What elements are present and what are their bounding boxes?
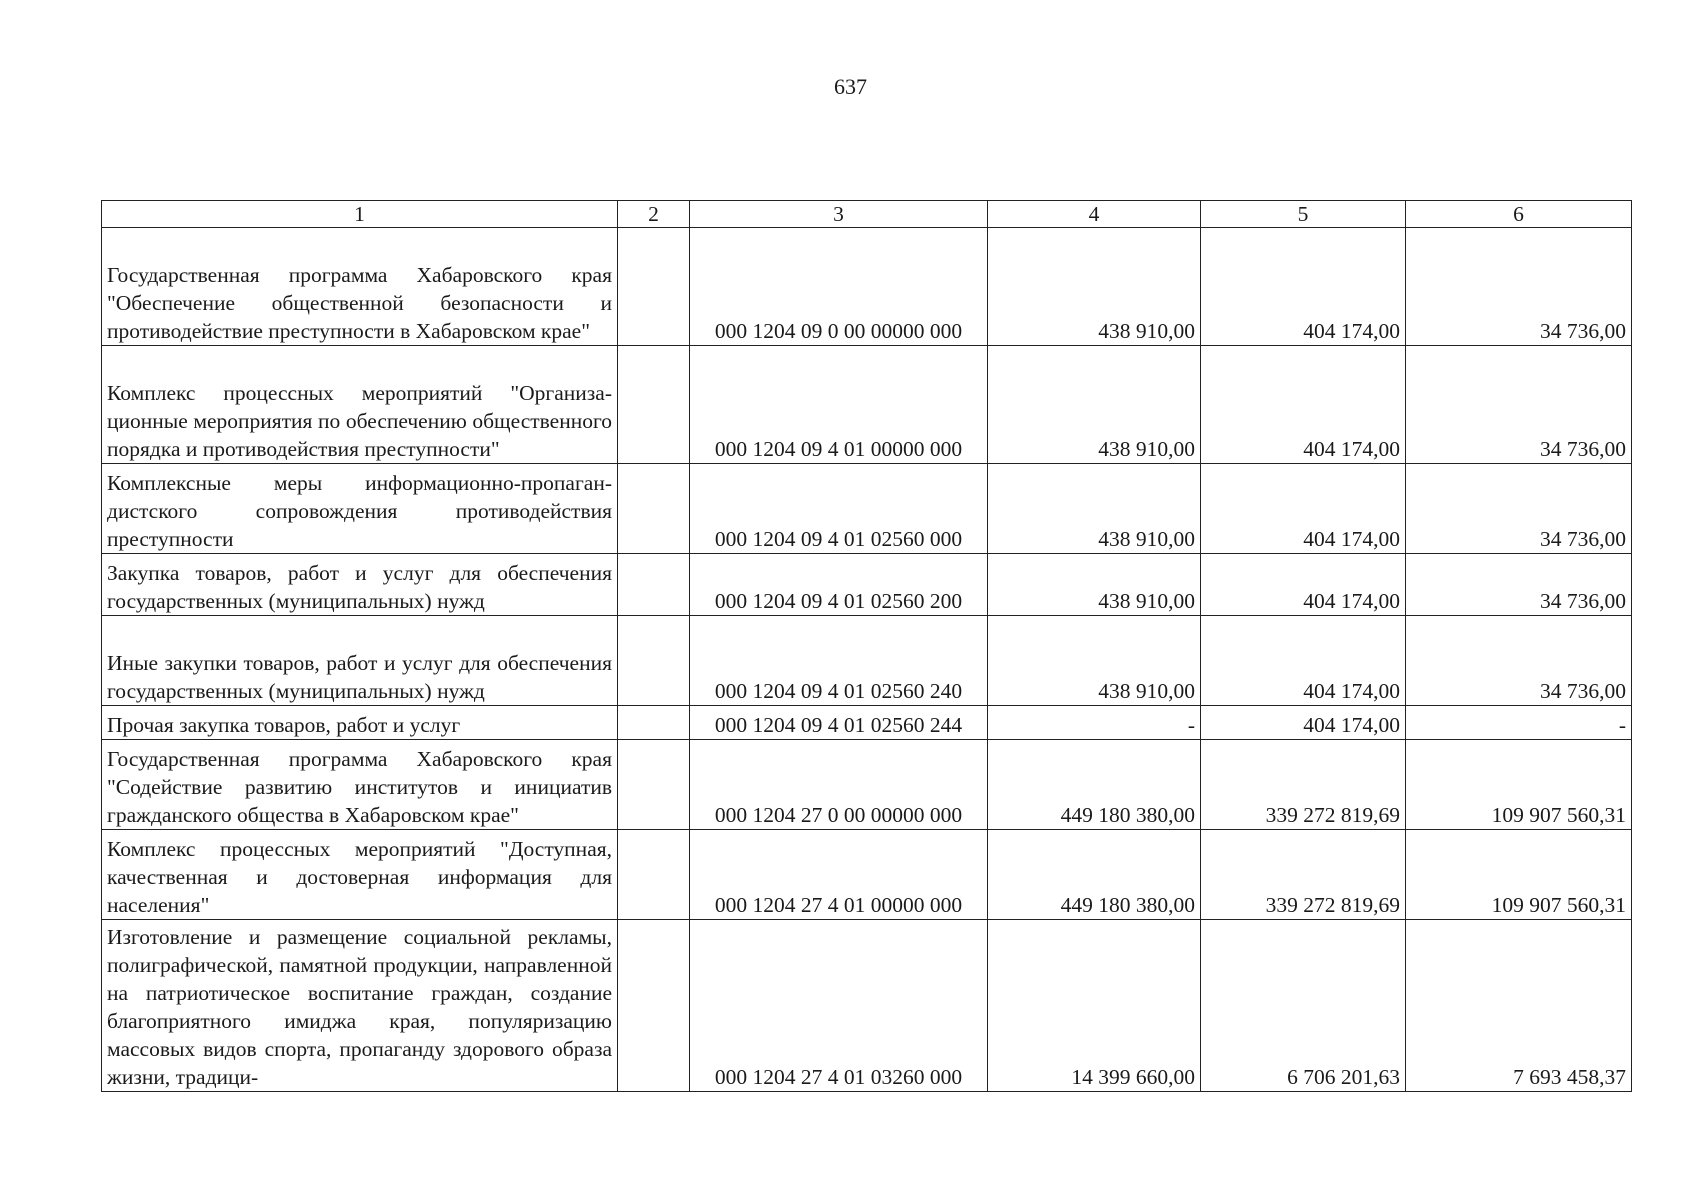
row-value-col6: 109 907 560,31 [1406, 830, 1632, 920]
row-name: Комплексные меры информационно-пропагандистского сопровождения противодействия преступности [102, 464, 618, 554]
table-row [102, 228, 1632, 346]
table-row [102, 616, 1632, 706]
header-col-4: 4 [988, 201, 1201, 228]
table-row [102, 740, 1632, 830]
page-number: 637 [834, 74, 867, 99]
row-code: 000 1204 09 4 01 00000 000 [690, 346, 988, 464]
row-value-col5: 6 706 201,63 [1201, 920, 1406, 1092]
row-name: Прочая закупка товаров, работ и услуг [102, 706, 618, 740]
row-col2 [618, 554, 690, 616]
table-row [102, 346, 1632, 464]
row-name: Изготовление и размещение социальной рекламы, полиграфической, памятной продукции, направленной на патриотическое воспитание граждан, создание благоприятного имиджа края, популяризацию массовых видов спорта, пропаганду здорового образа жизни, традици- [102, 920, 618, 1092]
row-value-col6: 7 693 458,37 [1406, 920, 1632, 1092]
row-code: 000 1204 27 4 01 03260 000 [690, 920, 988, 1092]
budget-table [101, 200, 1632, 1092]
row-value-col5: 404 174,00 [1201, 706, 1406, 740]
row-code: 000 1204 09 4 01 02560 000 [690, 464, 988, 554]
row-col2 [618, 228, 690, 346]
row-value-col6: 34 736,00 [1406, 554, 1632, 616]
table-row [102, 706, 1632, 740]
header-col-2: 2 [618, 201, 690, 228]
header-col-6: 6 [1406, 201, 1632, 228]
row-value-col4: 438 910,00 [988, 228, 1201, 346]
row-value-col4: 449 180 380,00 [988, 830, 1201, 920]
row-code: 000 1204 27 4 01 00000 000 [690, 830, 988, 920]
row-col2 [618, 346, 690, 464]
header-col-1: 1 [102, 201, 618, 228]
header-col-5: 5 [1201, 201, 1406, 228]
header-row [102, 201, 1632, 228]
row-value-col5: 404 174,00 [1201, 616, 1406, 706]
row-value-col4: 449 180 380,00 [988, 740, 1201, 830]
row-col2 [618, 830, 690, 920]
row-value-col6: 34 736,00 [1406, 616, 1632, 706]
table-row [102, 554, 1632, 616]
row-value-col6: 34 736,00 [1406, 464, 1632, 554]
table-row [102, 830, 1632, 920]
row-value-col6: 34 736,00 [1406, 346, 1632, 464]
row-col2 [618, 464, 690, 554]
row-value-col6: 34 736,00 [1406, 228, 1632, 346]
row-value-col4: 14 399 660,00 [988, 920, 1201, 1092]
row-value-col6: - [1406, 706, 1632, 740]
row-value-col5: 404 174,00 [1201, 346, 1406, 464]
row-col2 [618, 706, 690, 740]
row-value-col4: 438 910,00 [988, 346, 1201, 464]
row-value-col5: 339 272 819,69 [1201, 740, 1406, 830]
row-value-col4: 438 910,00 [988, 554, 1201, 616]
row-value-col5: 404 174,00 [1201, 554, 1406, 616]
row-name: Комплекс процессных мероприятий "Доступная, качественная и достоверная информация для населения" [102, 830, 618, 920]
row-name: Государственная программа Хабаровского края "Содействие развитию институтов и инициатив гражданского общества в Хабаровском крае" [102, 740, 618, 830]
row-value-col4: 438 910,00 [988, 464, 1201, 554]
row-name: Государственная программа Хабаровского края "Обеспечение общественной безопасности и противодействие преступности в Хабаровском крае" [102, 228, 618, 346]
row-col2 [618, 740, 690, 830]
row-code: 000 1204 09 4 01 02560 240 [690, 616, 988, 706]
row-col2 [618, 920, 690, 1092]
row-value-col4: - [988, 706, 1201, 740]
row-value-col5: 339 272 819,69 [1201, 830, 1406, 920]
table-row [102, 920, 1632, 1092]
table-row [102, 464, 1632, 554]
row-name: Комплекс процессных мероприятий "Организационные мероприятия по обеспечению общественного порядка и противодействия преступности" [102, 346, 618, 464]
row-code: 000 1204 09 0 00 00000 000 [690, 228, 988, 346]
row-code: 000 1204 27 0 00 00000 000 [690, 740, 988, 830]
row-col2 [618, 616, 690, 706]
row-name: Закупка товаров, работ и услуг для обеспечения государственных (муниципальных) нужд [102, 554, 618, 616]
row-value-col6: 109 907 560,31 [1406, 740, 1632, 830]
header-col-3: 3 [690, 201, 988, 228]
row-code: 000 1204 09 4 01 02560 244 [690, 706, 988, 740]
row-name: Иные закупки товаров, работ и услуг для обеспечения государственных (муниципальных) нужд [102, 616, 618, 706]
row-value-col5: 404 174,00 [1201, 228, 1406, 346]
row-value-col4: 438 910,00 [988, 616, 1201, 706]
row-value-col5: 404 174,00 [1201, 464, 1406, 554]
row-code: 000 1204 09 4 01 02560 200 [690, 554, 988, 616]
